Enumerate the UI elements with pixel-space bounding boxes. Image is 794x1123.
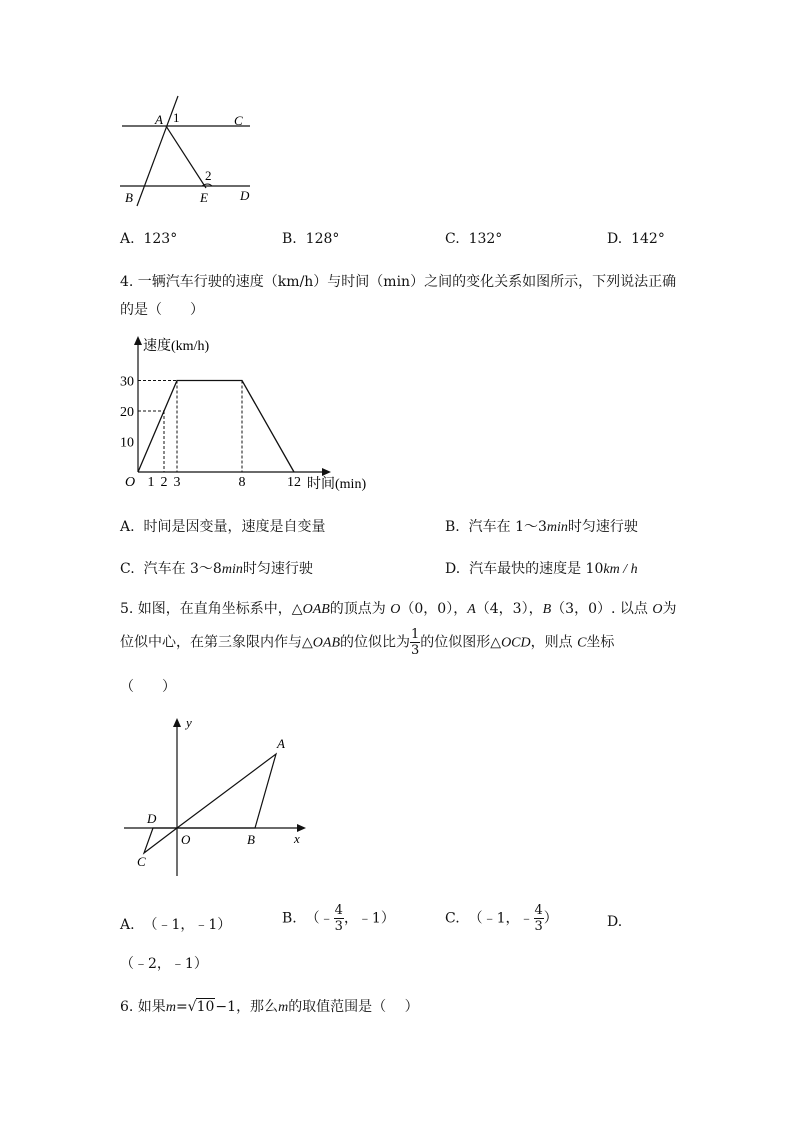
q3-option-c: C. 132° [445, 231, 503, 247]
label-O: O [181, 832, 191, 847]
label-2: 2 [205, 168, 212, 183]
q6-stem: 6. 如果m=√10−1，那么m的取值范围是（ ） [120, 999, 419, 1015]
q3-option-d: D. 142° [607, 231, 665, 247]
x-axis-label: 时间(min) [307, 477, 367, 492]
x-tick-label: 2 [160, 475, 168, 490]
y-tick-label: 30 [120, 374, 134, 390]
x-axis-arrow [322, 468, 331, 476]
q5-option-b: B. （﹣ $\frac{4}{3}$ ，﹣1） [282, 903, 395, 934]
q4-option-c: C. 汽车在 3～8min时匀速行驶 [120, 561, 313, 577]
q5-option-c: C. （﹣1，﹣ $\frac{4}{3}$ ） [445, 903, 558, 934]
x-tick-label: 3 [173, 475, 181, 490]
label-x: x [294, 831, 300, 846]
q5-stem-line1: 5. 如图，在直角坐标系中，△OAB的顶点为 O（0，0），A（4，3），B（3，0）. 以点 O为 [120, 601, 677, 617]
label-A: A [155, 112, 163, 127]
x-tick-label: 1 [147, 475, 155, 490]
label-B: B [125, 190, 133, 205]
q5-stem-line2: 位似中心，在第三象限内作与△OAB的位似比为 $\frac{1}{3}$ 的位似图形△OCD，则点 C坐标 [120, 627, 615, 658]
q4-option-b: B. 汽车在 1～3min时匀速行驶 [445, 519, 638, 535]
label-y: y [186, 715, 192, 730]
parallel-lines-figure [110, 90, 270, 215]
q4-stem-line1: 4. 一辆汽车行驶的速度（km/h）与时间（min）之间的变化关系如图所示，下列说法正确 [120, 274, 677, 290]
origin-label: O [125, 475, 136, 490]
q5-option-d-letter: D. [607, 914, 623, 930]
coordinate-figure [120, 712, 320, 882]
q4-stem-line2: 的是（ ） [120, 302, 204, 318]
y-axis-arrow [134, 336, 142, 345]
speed-time-chart [110, 332, 380, 497]
label-A: A [277, 736, 285, 751]
q5-stem-line3: （ ） [120, 679, 176, 695]
q5-option-a: A. （﹣1，﹣1） [120, 917, 232, 933]
fraction-one-third: $\frac{1}{3}$ [411, 627, 420, 658]
speed-line [138, 381, 294, 473]
x-tick-label: 8 [238, 475, 246, 490]
label-B: B [247, 832, 255, 847]
label-D: D [240, 188, 250, 203]
y-axis-label: 速度(km/h) [143, 339, 210, 354]
x-tick-label: 12 [287, 475, 301, 490]
label-C: C [234, 113, 243, 128]
triangle-oab [177, 754, 276, 828]
triangle-ocd [144, 828, 177, 853]
y-tick-label: 10 [120, 435, 134, 451]
label-D: D [147, 811, 157, 826]
label-E: E [200, 190, 208, 205]
segment-ae [166, 126, 206, 188]
q5-option-d-text: （﹣2，﹣1） [120, 956, 208, 972]
y-tick-label: 20 [120, 405, 134, 420]
sqrt-symbol: √ [187, 999, 197, 1015]
label-1: 1 [173, 110, 180, 125]
q3-option-b: B. 128° [282, 231, 340, 247]
q3-option-a: A. 123° [120, 231, 178, 247]
y-axis-arrow [173, 718, 181, 727]
q4-option-d: D. 汽车最快的速度是 10km / h [445, 561, 638, 577]
q4-option-a: A. 时间是因变量，速度是自变量 [120, 519, 326, 535]
label-C: C [137, 854, 146, 869]
